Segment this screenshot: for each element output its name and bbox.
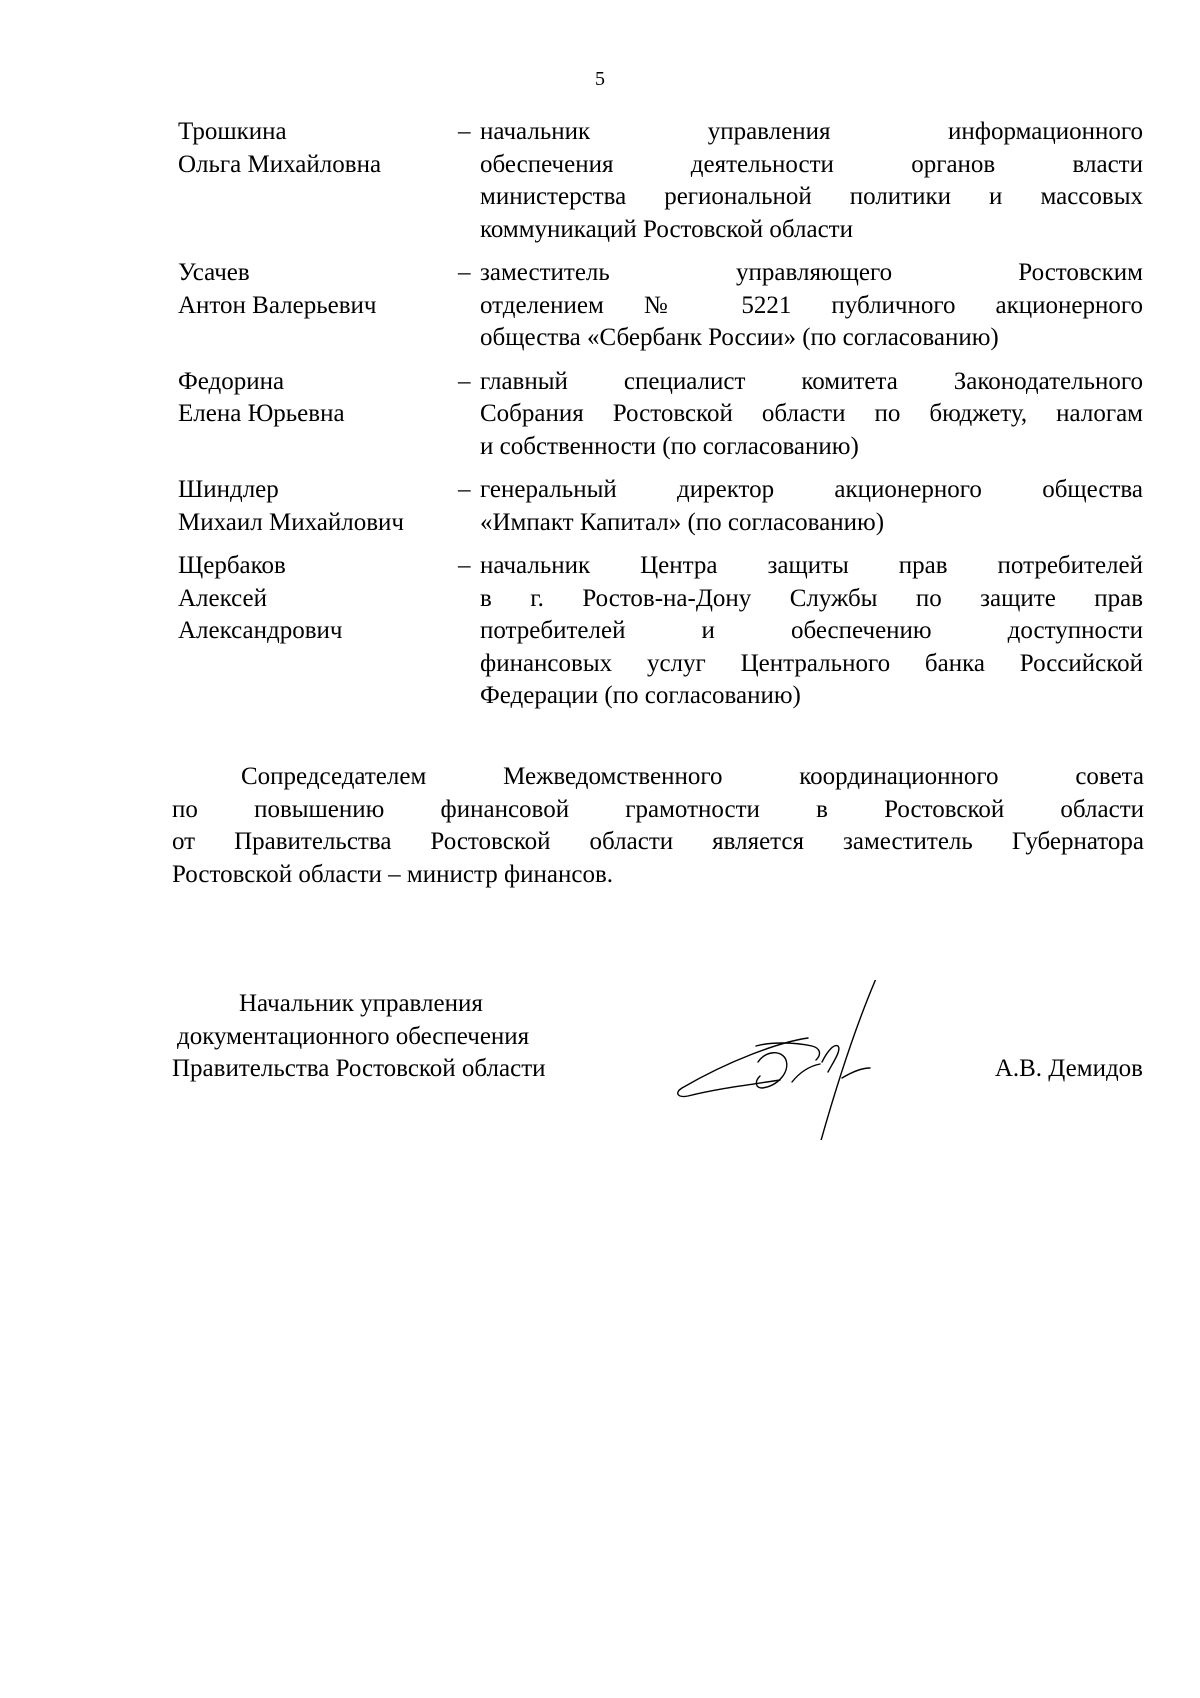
member-description [480, 550, 1143, 713]
description-line: обеспечения деятельности органов власти [480, 150, 1143, 178]
description-line: министерства региональной политики и массовых [480, 183, 1143, 210]
signatory-title-line: Начальник управления [239, 990, 483, 1017]
description-line: главный специалист комитета Законодательного [480, 367, 1143, 395]
description-line: отделением № 5221 публичного акционерного [480, 291, 1143, 319]
member-entry [178, 257, 1143, 355]
member-dash: – [458, 476, 471, 503]
signatory-title-line: Правительства Ростовской области [172, 1055, 546, 1082]
member-entry [178, 116, 1143, 246]
member-entry [178, 366, 1143, 464]
signer-name: А.В. Демидов [994, 1055, 1143, 1082]
description-line: «Импакт Капитал» (по согласованию) [480, 508, 885, 536]
members-list [178, 116, 1143, 724]
member-description [480, 116, 1143, 246]
description-line: начальник Центра защиты прав потребителей [480, 552, 1143, 579]
page-number: 5 [595, 68, 605, 90]
description-line: Федерации (по согласованию) [480, 682, 801, 709]
member-description [480, 474, 1143, 539]
description-line: Собрания Ростовской области по бюджету, налогам [480, 400, 1143, 427]
member-dash: – [458, 552, 471, 579]
description-line: заместитель управляющего Ростовским [480, 259, 1143, 286]
description-line: и собственности (по согласованию) [480, 432, 859, 460]
member-description [480, 257, 1143, 355]
description-line: генеральный директор акционерного общества [480, 476, 1143, 503]
description-line: коммуникаций Ростовской области [480, 215, 853, 243]
member-entry [178, 474, 1143, 539]
statement-line: Ростовской области – министр финансов. [172, 860, 614, 888]
description-line: финансовых услуг Центрального банка Российской [480, 649, 1143, 677]
signatory-title-line: документационного обеспечения [177, 1022, 530, 1050]
statement-line: по повышению финансовой грамотности в Ростовской области [172, 795, 1144, 823]
description-line: общества «Сбербанк России» (по согласованию) [480, 324, 999, 351]
member-name: Усачев Антон Валерьевич [178, 259, 377, 319]
member-entry [178, 550, 1143, 713]
co-chair-statement [172, 761, 1144, 891]
member-description [480, 366, 1143, 464]
description-line: потребителей и обеспечению доступности [480, 617, 1143, 644]
statement-line: Сопредседателем Межведомственного координационного совета [241, 763, 1144, 790]
member-name: Щербаков Алексей Александрович [178, 552, 343, 644]
member-dash: – [458, 118, 471, 145]
signatory-title [172, 988, 546, 1086]
description-line: в г. Ростов-на-Дону Службы по защите прав [480, 584, 1143, 612]
member-name: Трошкина Ольга Михайловна [178, 118, 382, 178]
description-line: начальник управления информационного [480, 118, 1143, 145]
member-name: Шиндлер Михаил Михайлович [178, 476, 404, 536]
member-dash: – [458, 367, 471, 395]
member-name: Федорина Елена Юрьевна [178, 367, 345, 427]
handwritten-signature [670, 980, 970, 1140]
statement-line: от Правительства Ростовской области является заместитель Губернатора [172, 828, 1144, 855]
member-dash: – [458, 259, 471, 286]
